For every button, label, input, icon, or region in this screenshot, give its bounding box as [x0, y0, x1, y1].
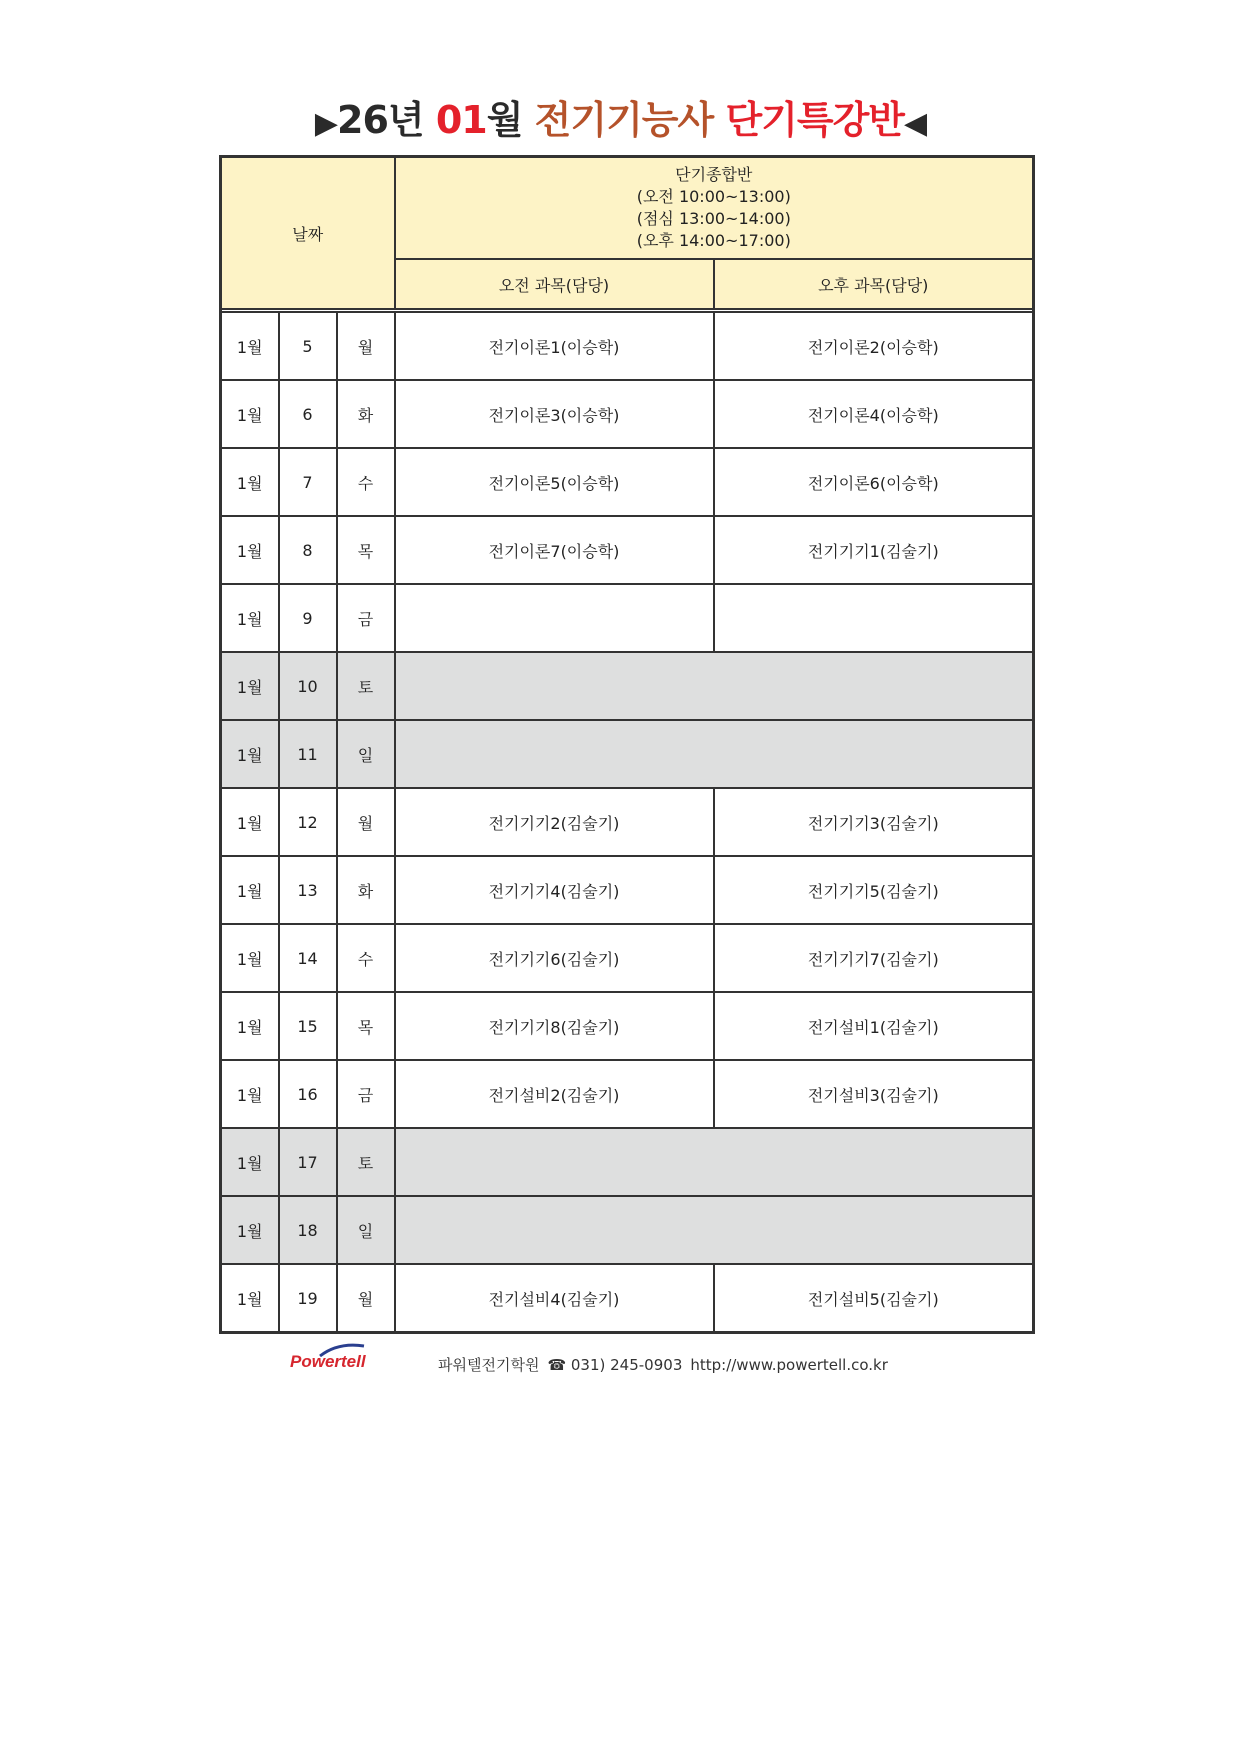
title-course: 전기기능사 [534, 98, 714, 142]
pm-subject: 전기설비1(김술기) [714, 992, 1034, 1060]
right-triangle-icon: ◀ [904, 106, 927, 141]
row-weekday: 금 [337, 584, 395, 652]
row-weekday: 화 [337, 856, 395, 924]
table-row [221, 856, 1034, 924]
am-subject: 전기이론1(이승학) [395, 312, 714, 380]
pm-subject: 전기설비5(김술기) [714, 1264, 1034, 1333]
row-weekday: 화 [337, 380, 395, 448]
row-month: 1월 [221, 1128, 279, 1196]
row-day: 8 [279, 516, 337, 584]
table-row [221, 788, 1034, 856]
row-day: 6 [279, 380, 337, 448]
left-triangle-icon: ▶ [314, 106, 337, 141]
row-day: 18 [279, 1196, 337, 1264]
row-weekday: 월 [337, 788, 395, 856]
am-subject-header: 오전 과목(담당) [395, 259, 714, 309]
class-afternoon-time: (오후 14:00~17:00) [636, 231, 791, 250]
table-row [221, 992, 1034, 1060]
schedule-body [221, 309, 1034, 1333]
contact-info [438, 1354, 896, 1375]
table-row [221, 312, 1034, 380]
table-row [221, 1128, 1034, 1196]
am-subject: 전기설비2(김술기) [395, 1060, 714, 1128]
row-month: 1월 [221, 1060, 279, 1128]
row-weekday: 수 [337, 448, 395, 516]
weekend-blank [395, 1128, 1034, 1196]
table-row [221, 1196, 1034, 1264]
table-row [221, 584, 1034, 652]
row-weekday: 토 [337, 652, 395, 720]
table-row [221, 448, 1034, 516]
title-month-unit: 월 [486, 98, 523, 142]
am-subject: 전기이론5(이승학) [395, 448, 714, 516]
table-row [221, 924, 1034, 992]
row-weekday: 토 [337, 1128, 395, 1196]
table-row [221, 1060, 1034, 1128]
pm-subject: 전기기기7(김술기) [714, 924, 1034, 992]
row-month: 1월 [221, 788, 279, 856]
footer [0, 1350, 1241, 1390]
date-header: 날짜 [221, 157, 395, 310]
pm-subject: 전기기기5(김술기) [714, 856, 1034, 924]
row-day: 14 [279, 924, 337, 992]
am-subject: 전기기기2(김술기) [395, 788, 714, 856]
powertell-logo: Powertell [290, 1352, 366, 1371]
row-month: 1월 [221, 312, 279, 380]
weekend-blank [395, 1196, 1034, 1264]
class-morning-time: (오전 10:00~13:00) [636, 187, 791, 206]
pm-subject: 전기이론6(이승학) [714, 448, 1034, 516]
row-weekday: 일 [337, 720, 395, 788]
weekend-blank [395, 652, 1034, 720]
pm-subject: 전기기기1(김술기) [714, 516, 1034, 584]
row-weekday: 일 [337, 1196, 395, 1264]
row-day: 11 [279, 720, 337, 788]
row-month: 1월 [221, 1264, 279, 1333]
row-month: 1월 [221, 856, 279, 924]
row-month: 1월 [221, 652, 279, 720]
row-weekday: 월 [337, 1264, 395, 1333]
academy-name: 파워텔전기학원 [438, 1356, 540, 1374]
weekend-blank [395, 720, 1034, 788]
row-month: 1월 [221, 584, 279, 652]
row-month: 1월 [221, 992, 279, 1060]
row-month: 1월 [221, 1196, 279, 1264]
pm-subject: 전기설비3(김술기) [714, 1060, 1034, 1128]
am-subject: 전기기기8(김술기) [395, 992, 714, 1060]
row-day: 5 [279, 312, 337, 380]
phone-number: ☎ 031) 245-0903 [547, 1356, 683, 1374]
row-weekday: 수 [337, 924, 395, 992]
row-weekday: 월 [337, 312, 395, 380]
am-subject: 전기이론3(이승학) [395, 380, 714, 448]
row-month: 1월 [221, 924, 279, 992]
schedule-table [219, 155, 1035, 1334]
am-subject: 전기기기4(김술기) [395, 856, 714, 924]
row-month: 1월 [221, 448, 279, 516]
website-url: http://www.powertell.co.kr [690, 1356, 888, 1374]
title-month-number: 01 [435, 98, 487, 142]
pm-subject: 전기이론2(이승학) [714, 312, 1034, 380]
am-subject: 전기기기6(김술기) [395, 924, 714, 992]
class-header [395, 157, 1034, 260]
class-name: 단기종합반 [675, 165, 753, 184]
pm-subject: 전기기기3(김술기) [714, 788, 1034, 856]
row-day: 13 [279, 856, 337, 924]
row-day: 19 [279, 1264, 337, 1333]
row-day: 17 [279, 1128, 337, 1196]
title-program: 단기특강반 [725, 98, 904, 142]
page-title [0, 92, 1241, 152]
pm-subject: 전기이론4(이승학) [714, 380, 1034, 448]
am-subject: 전기설비4(김술기) [395, 1264, 714, 1333]
row-weekday: 목 [337, 992, 395, 1060]
table-row [221, 516, 1034, 584]
row-month: 1월 [221, 720, 279, 788]
row-day: 16 [279, 1060, 337, 1128]
row-weekday: 목 [337, 516, 395, 584]
row-month: 1월 [221, 516, 279, 584]
row-day: 7 [279, 448, 337, 516]
row-day: 10 [279, 652, 337, 720]
row-day: 9 [279, 584, 337, 652]
table-row [221, 380, 1034, 448]
row-day: 15 [279, 992, 337, 1060]
title-year: 26년 [337, 98, 424, 142]
am-subject: 전기이론7(이승학) [395, 516, 714, 584]
table-row [221, 720, 1034, 788]
class-lunch-time: (점심 13:00~14:00) [636, 209, 791, 228]
table-row [221, 652, 1034, 720]
pm-subject [714, 584, 1034, 652]
table-row [221, 1264, 1034, 1333]
row-day: 12 [279, 788, 337, 856]
pm-subject-header: 오후 과목(담당) [714, 259, 1034, 309]
row-month: 1월 [221, 380, 279, 448]
am-subject [395, 584, 714, 652]
row-weekday: 금 [337, 1060, 395, 1128]
